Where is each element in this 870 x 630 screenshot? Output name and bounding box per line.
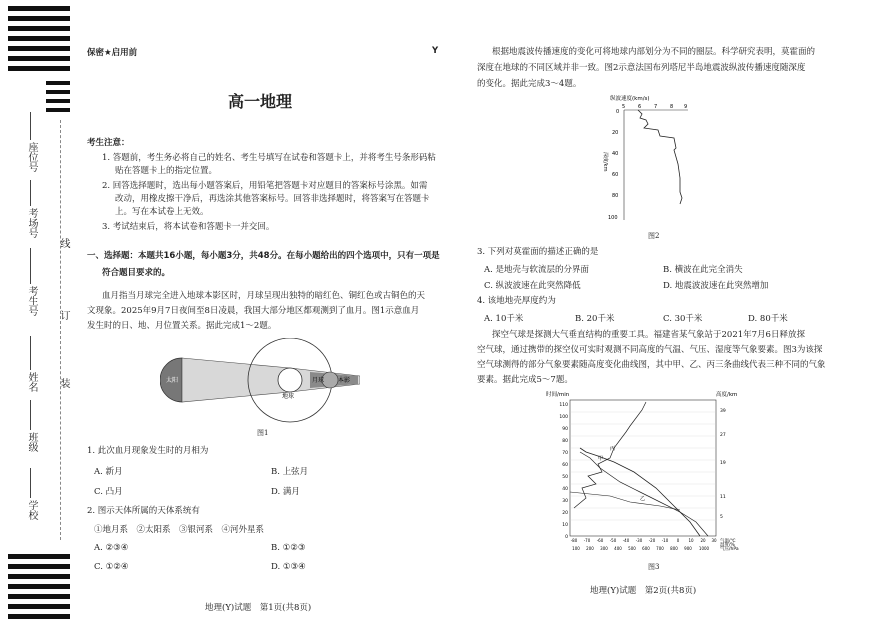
page2-footer: 地理(Y)试题 第2页(共8页): [590, 586, 697, 596]
fig3-y-tick: 100: [559, 415, 568, 420]
fig3-xlabel-pressure: 气压/hPa: [720, 547, 739, 552]
fig3-ylabel-left: 时间/min: [546, 392, 570, 398]
class-label: 班级: [26, 432, 37, 452]
fig3-x2-tick: 600: [642, 546, 650, 551]
figure3-caption: 图3: [648, 563, 660, 571]
edition-mark: Y: [432, 46, 439, 56]
fig3-curve-extra: [570, 492, 680, 510]
fig3-x2-tick: 400: [614, 546, 622, 551]
fig3-y-tick: 70: [562, 451, 568, 456]
fig2-x-tick: 5: [622, 104, 626, 110]
fig3-x2-tick: 800: [670, 546, 678, 551]
fig3-y-tick: 10: [562, 523, 568, 528]
fig3-y-tick: 50: [562, 475, 568, 480]
fig3-curve-label: 丙: [610, 446, 616, 452]
q2-option-c[interactable]: C. ①②④: [94, 562, 129, 572]
q2-stem: 2. 图示天体所属的天体系统有: [87, 506, 200, 516]
name-line: [30, 336, 31, 370]
notice-line-4: 改动，用橡皮擦干净后，再选涂其他答案标号。回答非选择题时，将答案写在答题卡: [115, 194, 430, 204]
fig2-x-tick: 6: [638, 104, 642, 110]
fig3-x2-tick: 100: [572, 546, 580, 551]
fig3-curve-label: 甲: [598, 456, 604, 462]
fig3-x-tick: -60: [596, 538, 604, 543]
passage1-line-1: 血月指当月球完全进入地球本影区时，月球呈现出独特的暗红色、铜红色或古铜色的天: [102, 291, 426, 301]
q3-stem: 3. 下列对莫霍面的描述正确的是: [477, 247, 599, 257]
fig2-y-tick: 100: [608, 215, 618, 221]
fig3-x-tick: 20: [700, 538, 706, 543]
q3-option-a[interactable]: A. 是地壳与软流层的分界面: [484, 265, 590, 275]
q2-option-a[interactable]: A. ②③④: [94, 543, 129, 553]
fig3-x2-tick: 700: [656, 546, 664, 551]
notice-line-3: 2. 回答选择题时，选出每小题答案后，用铅笔把答题卡对应题目的答案标号涂黑。如需: [102, 181, 428, 191]
fig2-y-tick: 80: [612, 193, 619, 199]
exam-room-label: 考场号: [26, 208, 37, 238]
fig3-x-tick: -20: [648, 538, 656, 543]
fig3-x-tick: -40: [622, 538, 630, 543]
label-earth: 地球: [282, 393, 295, 400]
passage3-line-4: 要素。据此完成5～7题。: [477, 375, 573, 385]
earth-circle: [278, 368, 302, 392]
secret-tag: 保密★启用前: [87, 48, 138, 58]
fig3-x-tick: -70: [583, 538, 591, 543]
fig2-x-tick: 9: [684, 104, 688, 110]
q3-option-d[interactable]: D. 地震波波速在此突然增加: [663, 281, 769, 291]
notice-line-1: 1. 答题前，考生务必将自己的姓名、考生号填写在试卷和答题卡上，并将考生号条形码粘: [102, 153, 436, 163]
fig3-ylabel-right: 高度/km: [716, 392, 738, 398]
q2-option-b[interactable]: B. ①②③: [271, 543, 306, 553]
fig3-x-tick: -10: [661, 538, 669, 543]
fig3-curve-yi: [580, 452, 708, 536]
q1-option-b[interactable]: B. 上弦月: [271, 467, 309, 477]
fig3-right-tick: 11: [720, 495, 726, 500]
q1-option-d[interactable]: D. 满月: [271, 487, 300, 497]
fig3-y-tick: 20: [562, 511, 568, 516]
figure1-sun-earth-moon: [160, 338, 360, 424]
label-sun: 太阳: [166, 377, 179, 384]
fig3-xlabel-temp: 气温/℃: [720, 539, 736, 544]
fig3-x-tick: 0: [676, 538, 680, 543]
fig2-x-tick: 7: [654, 104, 658, 110]
q1-stem: 1. 此次血月现象发生时的月相为: [87, 446, 209, 456]
notice-heading: 考生注意：: [87, 138, 130, 148]
fig2-y-tick: 40: [612, 151, 619, 157]
page1-footer: 地理(Y)试题 第1页(共8页): [205, 603, 312, 613]
moon-circle: [322, 372, 338, 388]
fig3-x2-tick: 1000: [698, 546, 710, 551]
fig2-title: 纵波速度(km/s): [610, 96, 650, 102]
fig3-x-tick: 30: [711, 538, 717, 543]
fig2-y-tick: 0: [616, 109, 620, 115]
fig3-y-tick: 30: [562, 499, 568, 504]
figure2-pwave-velocity: [596, 92, 706, 232]
figure3-sounding-balloon: [540, 388, 760, 578]
q2-option-d[interactable]: D. ①③④: [271, 562, 306, 572]
candidate-number-label: 考生号: [26, 286, 37, 316]
q4-option-b[interactable]: B. 20千米: [575, 314, 615, 324]
school-label: 学校: [26, 500, 37, 520]
school-line: [30, 468, 31, 498]
q4-stem: 4. 该地地壳厚度约为: [477, 296, 556, 306]
class-line: [30, 400, 31, 430]
section1-instructions: 一、选择题：本题共16小题，每小题3分，共48分。在每小题给出的四个选项中，只有一项是: [87, 251, 440, 261]
passage3-line-3: 空气球测得的部分气象要素随高度变化曲线图，其中甲、乙、丙三条曲线代表三种不同的气象: [477, 360, 826, 370]
fig3-xlabel-humidity: 湿度/%: [720, 543, 735, 548]
cut-word-line: 线: [58, 238, 69, 248]
fig2-y-tick: 60: [612, 172, 619, 178]
fig3-y-tick: 80: [562, 439, 568, 444]
passage3-line-1: 探空气球是探测大气垂直结构的重要工具。福建省某气象站于2021年7月6日释放探: [492, 330, 805, 340]
q4-option-a[interactable]: A. 10千米: [484, 314, 524, 324]
cut-dashed-line: [60, 120, 61, 540]
exam-room-line: [30, 180, 31, 206]
fig3-y-tick: 40: [562, 487, 568, 492]
fig3-curve-label: 乙: [640, 496, 646, 502]
fig3-y-tick: 110: [559, 403, 568, 408]
passage2-line-2: 深度在地球的不同区域并非一致。图2示意法国布列塔尼半岛地震波纵波传播速度随深度: [477, 63, 806, 73]
fig2-ylabel: 深度/km: [602, 152, 608, 172]
fig3-x2-tick: 200: [586, 546, 594, 551]
fig2-x-tick: 8: [670, 104, 674, 110]
passage2-line-1: 根据地震波传播速度的变化可将地球内部划分为不同的圈层。科学研究表明，莫霍面的: [492, 47, 816, 57]
figure2-caption: 图2: [648, 232, 660, 240]
fig2-y-tick: 20: [612, 130, 619, 136]
seat-number-label: 座位号: [26, 142, 37, 172]
fig3-y-tick: 90: [562, 427, 568, 432]
fig3-right-tick: 39: [720, 409, 726, 414]
page-title: 高一地理: [228, 92, 293, 111]
passage2-line-3: 的变化。据此完成3～4题。: [477, 79, 582, 89]
fig3-x-tick: -30: [635, 538, 643, 543]
candidate-number-line: [30, 248, 31, 284]
cut-word-bind: 装: [58, 378, 69, 388]
fig3-right-tick: 27: [720, 433, 726, 438]
fig3-x-tick: 10: [688, 538, 694, 543]
passage1-line-3: 发生时的日、地、月位置关系。据此完成1～2题。: [87, 321, 277, 331]
q1-option-c[interactable]: C. 凸月: [94, 487, 123, 497]
figure1-caption: 图1: [257, 429, 269, 437]
label-moon: 月球: [312, 377, 325, 384]
name-label: 姓名: [26, 372, 37, 392]
notice-line-6: 3. 考试结束后，将本试卷和答题卡一并交回。: [102, 222, 275, 232]
fig3-x2-tick: 900: [684, 546, 692, 551]
q4-option-c[interactable]: C. 30千米: [663, 314, 703, 324]
label-umbra: 本影: [338, 377, 351, 384]
fig3-y-tick: 0: [565, 535, 568, 540]
notice-line-5: 上。写在本试卷上无效。: [115, 207, 209, 217]
cut-word-staple: 订: [58, 310, 69, 320]
q3-option-c[interactable]: C. 纵波波速在此突然降低: [484, 281, 581, 291]
fig3-y-tick: 60: [562, 463, 568, 468]
q3-option-b[interactable]: B. 横波在此完全消失: [663, 265, 743, 275]
fig3-plot-frame: [570, 400, 716, 536]
q2-items: ①地月系 ②太阳系 ③银河系 ④河外星系: [94, 525, 265, 535]
fig2-velocity-curve: [638, 110, 682, 204]
q4-option-d[interactable]: D. 80千米: [748, 314, 788, 324]
fig3-x2-tick: 500: [628, 546, 636, 551]
fig3-right-tick: 5: [720, 515, 723, 520]
passage1-line-2: 文现象。2025年9月7日夜间至8日凌晨，我国大部分地区都观测到了血月。图1示意血月: [87, 306, 420, 316]
fig3-x2-tick: 300: [600, 546, 608, 551]
fig3-x-tick: -80: [570, 538, 578, 543]
q1-option-a[interactable]: A. 新月: [94, 467, 123, 477]
passage3-line-2: 空气球，通过携带的探空仪可实时观测不同高度的气温、气压、湿度等气象要素。图3为该探: [477, 345, 823, 355]
notice-line-2: 贴在答题卡上的指定位置。: [115, 166, 218, 176]
fig3-x-tick: -50: [609, 538, 617, 543]
section1-instructions-2: 符合题目要求的。: [102, 268, 171, 278]
fig3-right-tick: 19: [720, 461, 726, 466]
seat-number-line: [30, 112, 31, 140]
